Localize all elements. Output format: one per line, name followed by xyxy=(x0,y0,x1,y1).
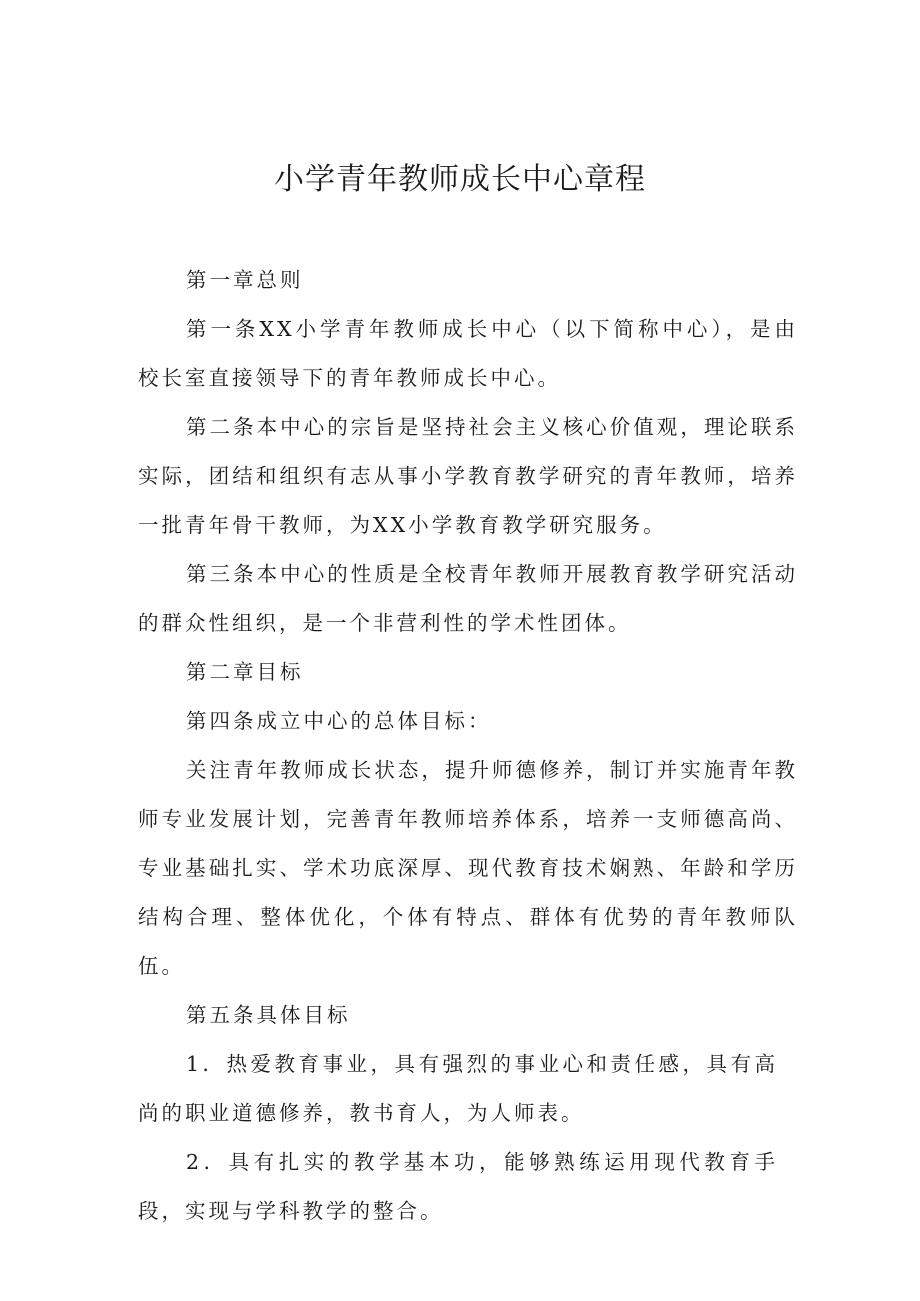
article-3: 第三条本中心的性质是全校青年教师开展教育教学研究活动的群众性组织，是一个非营利性的学术性团体。 xyxy=(138,562,798,635)
article-5: 第五条具体目标 xyxy=(186,1003,351,1027)
overall-goal-paragraph: 关注青年教师成长状态，提升师德修养，制订并实施青年教师专业发展计划，完善青年教师培养体系，培养一支师德高尚、专业基础扎实、学术功底深厚、现代教育技术娴熟、年龄和学历结构合理、整体优化，个体有特点、群体有优势的青年教师队伍。 xyxy=(138,758,798,978)
chapter-heading-1: 第一章总则 xyxy=(186,268,304,292)
goal-item-1: 1．热爱教育事业，具有强烈的事业心和责任感，具有高尚的职业道德修养，教书育人，为人师表。 xyxy=(138,1052,778,1125)
article-2: 第二条本中心的宗旨是坚持社会主义核心价值观，理论联系实际，团结和组织有志从事小学教育教学研究的青年教师，培养一批青年骨干教师，为XX小学教育教学研究服务。 xyxy=(138,415,798,537)
document-title: 小学青年教师成长中心章程 xyxy=(274,162,646,197)
document-body xyxy=(138,256,798,1236)
article-1: 第一条XX小学青年教师成长中心（以下简称中心），是由校长室直接领导下的青年教师成长中心。 xyxy=(138,317,798,390)
goal-item-2: 2．具有扎实的教学基本功，能够熟练运用现代教育手段，实现与学科教学的整合。 xyxy=(138,1150,778,1223)
chapter-heading-2: 第二章目标 xyxy=(186,660,304,684)
article-4: 第四条成立中心的总体目标： xyxy=(186,709,492,733)
